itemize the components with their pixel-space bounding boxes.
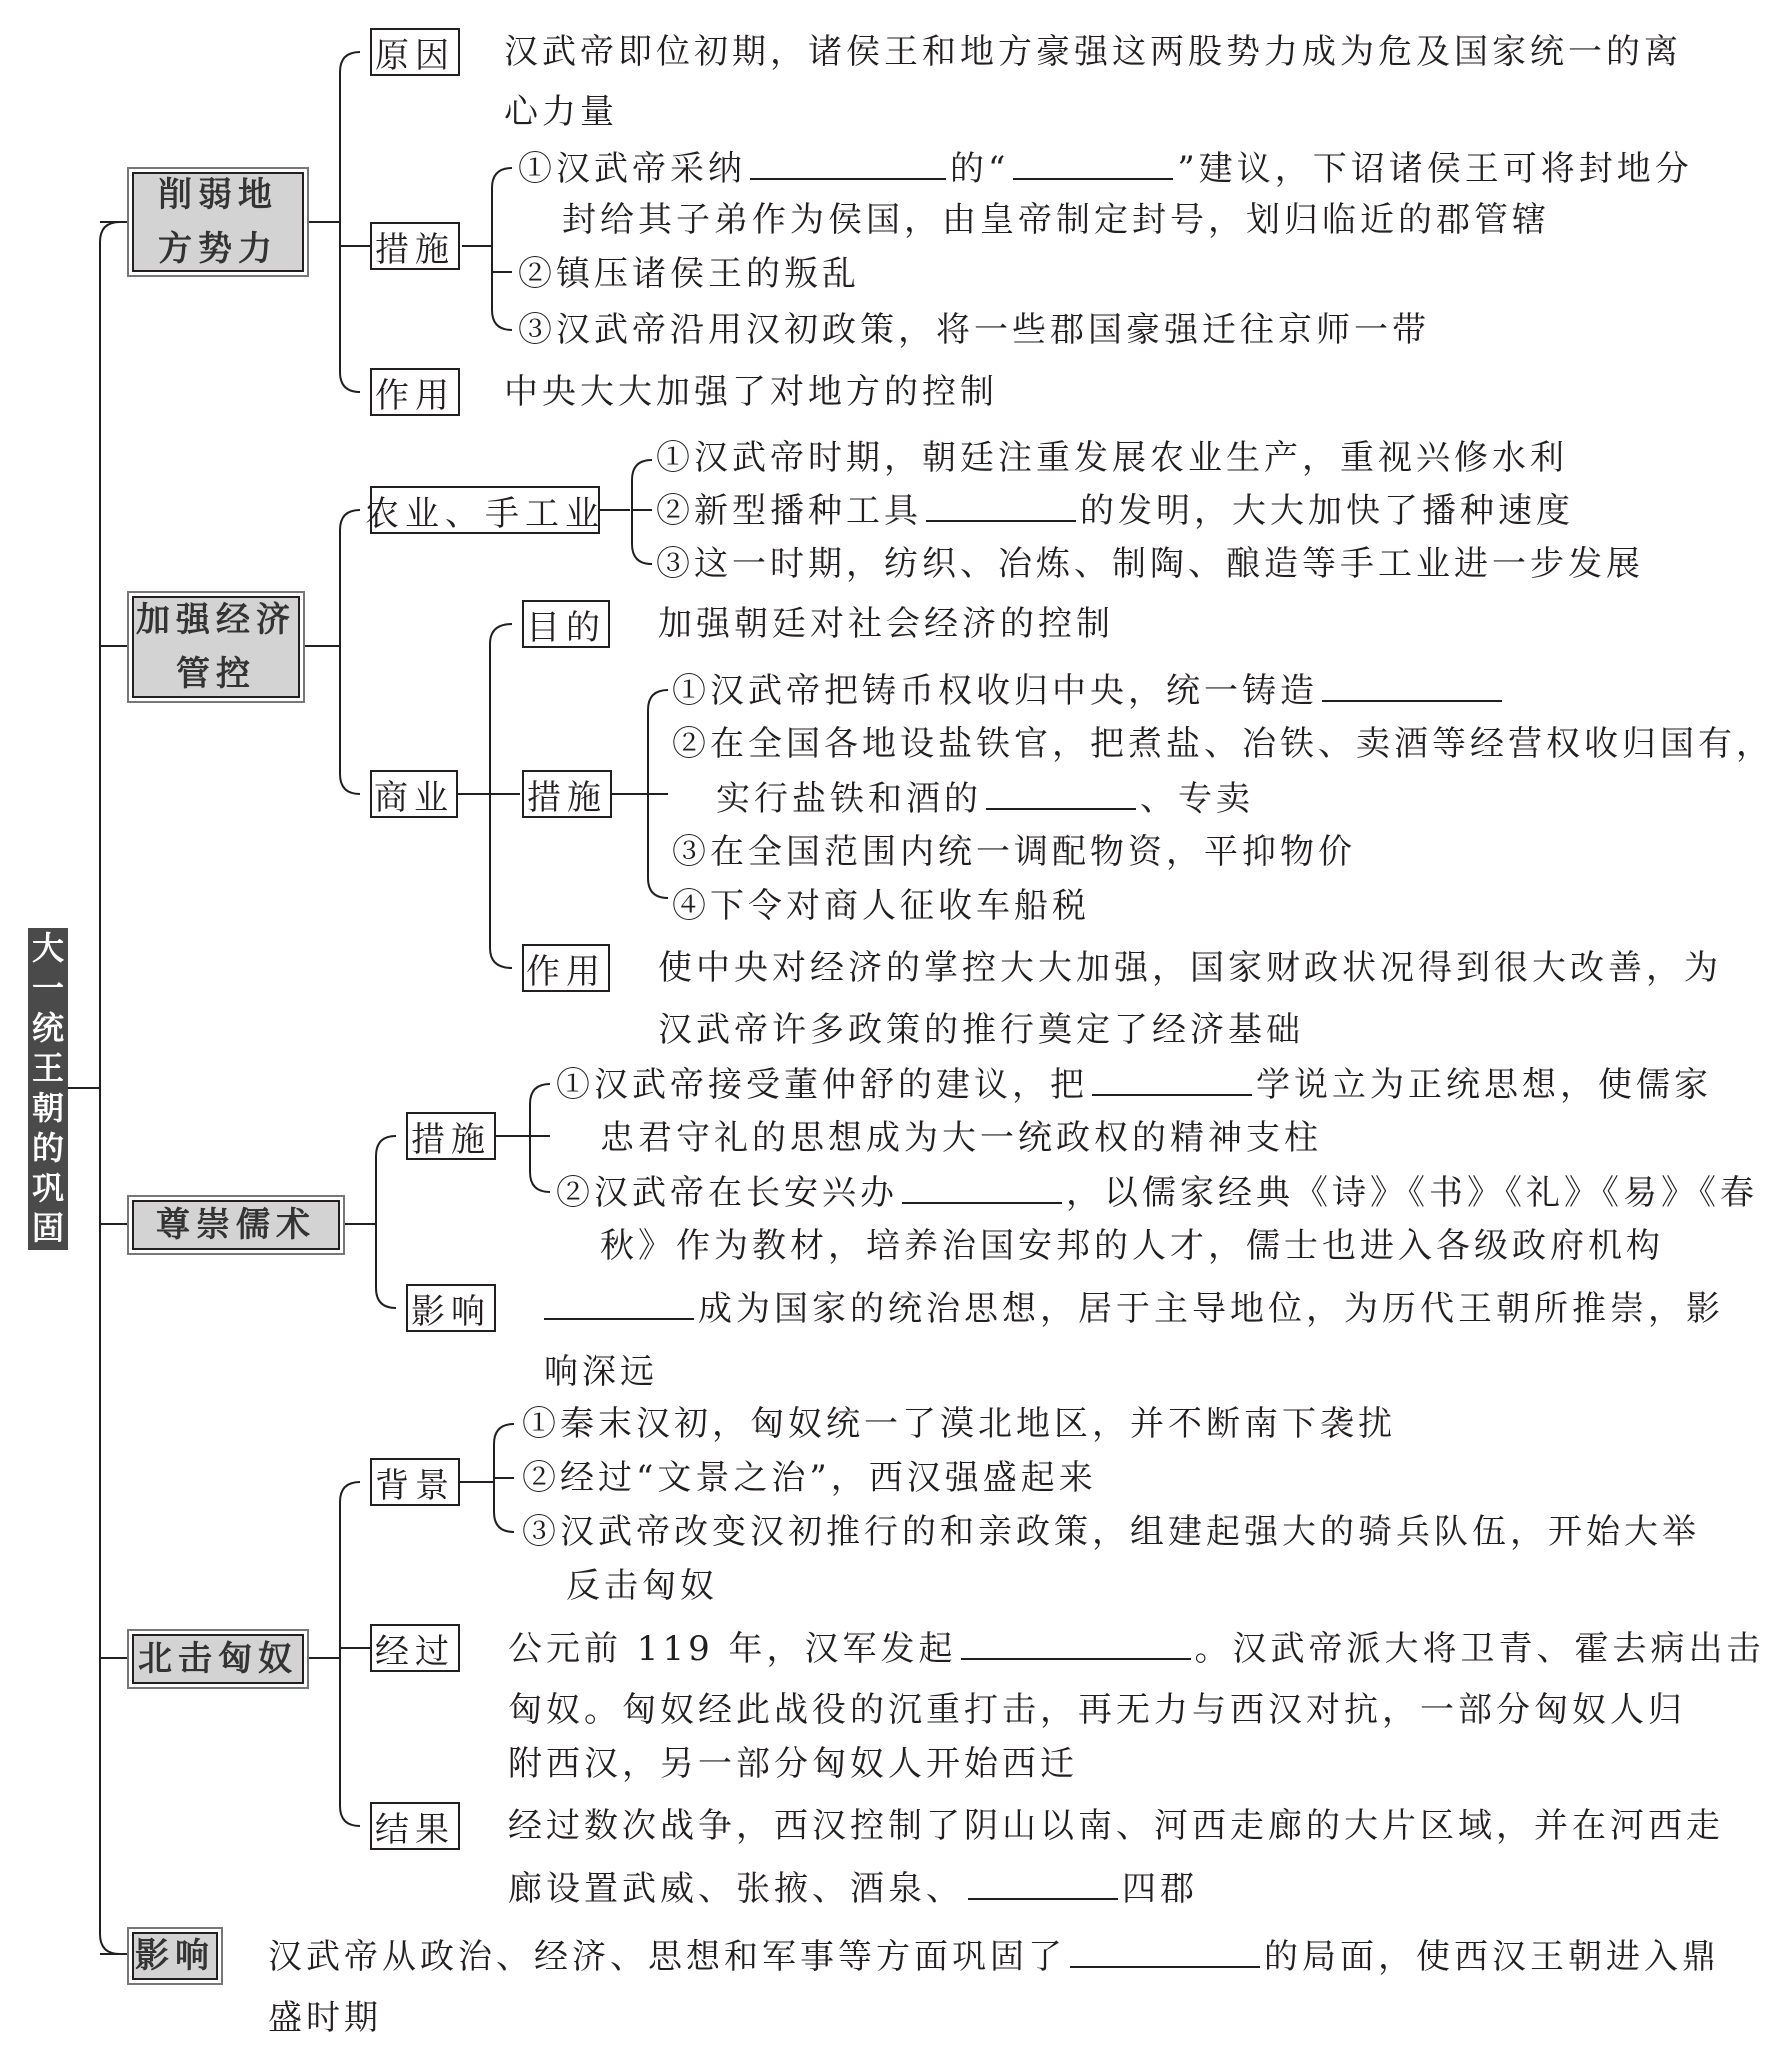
node-label: 措施 — [375, 229, 455, 270]
result-text-2 — [508, 1868, 1198, 1909]
node-label: 影响 — [135, 1936, 215, 1976]
text-part: ①汉武帝接受董仲舒的建议，把 — [556, 1065, 1088, 1105]
node-commerce-effect — [522, 944, 610, 992]
node-label: 尊崇儒术 — [156, 1205, 316, 1245]
commerce-item-4: ④下令对商人征收车船税 — [672, 886, 1090, 926]
commerce-item-2-cont — [716, 778, 1254, 819]
node-label: 北击匈奴 — [138, 1639, 298, 1679]
node-label: 措施 — [527, 777, 607, 818]
node-confucian-measures — [406, 1112, 496, 1160]
text-part: 的局面，使西汉王朝进入鼎 — [1264, 1937, 1720, 1977]
fill-blank[interactable] — [961, 1628, 1191, 1660]
text-part: 、专卖 — [1140, 779, 1254, 819]
result-text-1: 经过数次战争，西汉控制了阴山以南、河西走廊的大片区域，并在河西走 — [508, 1806, 1724, 1846]
node-label: 作用 — [375, 375, 455, 416]
process-text-1 — [508, 1628, 1765, 1669]
text-part: 汉武帝从政治、经济、思想和军事等方面巩固了 — [268, 1937, 1066, 1977]
node-confucianism — [132, 1200, 340, 1250]
node-purpose — [522, 600, 610, 648]
node-label-line: 加强经济 — [136, 600, 296, 640]
text-part: 学说立为正统思想，使儒家 — [1256, 1065, 1712, 1105]
measure-item-3: ③汉武帝沿用汉初政策，将一些郡国豪强迁往京师一带 — [518, 310, 1430, 350]
node-measures — [370, 222, 460, 270]
process-text-3: 附西汉，另一部分匈奴人开始西迁 — [508, 1744, 1078, 1784]
fill-blank[interactable] — [1092, 1064, 1252, 1096]
text-part: 的“ — [950, 149, 1010, 189]
node-label: 背景 — [375, 1465, 455, 1506]
node-label: 影响 — [411, 1291, 491, 1332]
background-item-3-cont: 反击匈奴 — [566, 1566, 718, 1606]
agri-item-1: ①汉武帝时期，朝廷注重发展农业生产，重视兴修水利 — [656, 438, 1568, 478]
node-commerce — [370, 770, 458, 818]
text-part: ①汉武帝把铸币权收归中央，统一铸造 — [672, 671, 1318, 711]
measure-item-2: ②镇压诸侯王的叛乱 — [518, 254, 860, 294]
node-commerce-measures — [522, 770, 612, 818]
fill-blank[interactable] — [750, 148, 946, 180]
commerce-item-3: ③在全国范围内统一调配物资，平抑物价 — [672, 832, 1356, 872]
commerce-item-1 — [672, 670, 1506, 711]
purpose-text: 加强朝廷对社会经济的控制 — [658, 604, 1114, 644]
text-part: 实行盐铁和酒的 — [716, 779, 982, 819]
background-item-3: ③汉武帝改变汉初推行的和亲政策，组建起强大的骑兵队伍，开始大举 — [522, 1512, 1700, 1552]
node-label-line: 削弱地 — [158, 175, 278, 215]
influence-text-2: 盛时期 — [268, 1998, 382, 2038]
confucian-item-1 — [556, 1064, 1712, 1105]
fill-blank[interactable] — [926, 490, 1076, 522]
root-title — [28, 928, 68, 1250]
node-label: 结果 — [375, 1809, 455, 1850]
text-part: ②汉武帝在长安兴办 — [556, 1173, 898, 1213]
text-part: ”建议，下诏诸侯王可将封地分 — [1177, 149, 1693, 189]
node-cause — [370, 28, 460, 76]
confucian-item-2 — [556, 1172, 1758, 1213]
node-confucian-influence — [406, 1284, 496, 1332]
text-part: 的发明，大大加快了播种速度 — [1080, 491, 1574, 531]
node-influence — [132, 1932, 218, 1980]
node-economic-control — [132, 596, 300, 698]
text-part: ②新型播种工具 — [656, 491, 922, 531]
fill-blank[interactable] — [986, 778, 1136, 810]
fill-blank[interactable] — [902, 1172, 1062, 1204]
measure-item-1-cont: 封给其子弟作为侯国，由皇帝制定封号，划归临近的郡管辖 — [562, 200, 1550, 240]
fill-blank[interactable] — [968, 1868, 1118, 1900]
node-agriculture-handicraft — [365, 486, 605, 534]
cause-text-2: 心力量 — [504, 92, 618, 132]
node-label-line: 管控 — [176, 654, 256, 694]
node-label: 经过 — [375, 1631, 455, 1672]
node-attack-xiongnu — [132, 1634, 304, 1684]
node-effect — [370, 368, 460, 416]
text-part: 廊设置武威、张掖、酒泉、 — [508, 1869, 964, 1909]
text-part: ①汉武帝采纳 — [518, 149, 746, 189]
commerce-effect-text-1: 使中央对经济的掌控大大加强，国家财政状况得到很大改善，为 — [658, 948, 1722, 988]
fill-blank[interactable] — [1013, 148, 1173, 180]
root-title-text: 大一统王朝的巩固 — [31, 929, 64, 1247]
background-item-1: ①秦末汉初，匈奴统一了漠北地区，并不断南下袭扰 — [522, 1404, 1396, 1444]
confucian-influence-text-1 — [540, 1288, 1724, 1329]
agri-item-2 — [656, 490, 1574, 531]
commerce-effect-text-2: 汉武帝许多政策的推行奠定了经济基础 — [658, 1010, 1304, 1050]
fill-blank[interactable] — [1322, 670, 1502, 702]
node-label: 目的 — [526, 607, 606, 648]
text-part: 公元前 119 年，汉军发起 — [508, 1629, 957, 1669]
fill-blank[interactable] — [544, 1288, 694, 1320]
effect-text: 中央大大加强了对地方的控制 — [504, 372, 998, 412]
node-label-line: 方势力 — [158, 229, 278, 269]
cause-text-1: 汉武帝即位初期，诸侯王和地方豪强这两股势力成为危及国家统一的离 — [504, 32, 1682, 72]
text-part: 四郡 — [1122, 1869, 1198, 1909]
commerce-item-2: ②在全国各地设盐铁官，把煮盐、冶铁、卖酒等经营权收归国有， — [672, 724, 1774, 764]
node-label: 原因 — [375, 35, 455, 76]
background-item-2: ②经过“文景之治”，西汉强盛起来 — [522, 1458, 1097, 1498]
measure-item-1 — [518, 148, 1693, 189]
text-part: 成为国家的统治思想，居于主导地位，为历代王朝所推崇，影 — [698, 1289, 1724, 1329]
node-process — [370, 1624, 460, 1672]
text-part: 。汉武帝派大将卫青、霍去病出击 — [1194, 1629, 1765, 1669]
confucian-item-1-cont: 忠君守礼的思想成为大一统政权的精神支柱 — [600, 1118, 1322, 1158]
node-label: 措施 — [411, 1119, 491, 1160]
text-part: ，以儒家经典《诗》《书》《礼》《易》《春 — [1066, 1173, 1758, 1213]
influence-text-1 — [268, 1936, 1720, 1977]
confucian-influence-text-2: 响深远 — [544, 1352, 658, 1392]
fill-blank[interactable] — [1070, 1936, 1260, 1968]
node-label: 农业、手工业 — [365, 493, 605, 534]
node-weaken-local-powers — [132, 172, 304, 272]
process-text-2: 匈奴。匈奴经此战役的沉重打击，再无力与西汉对抗，一部分匈奴人归 — [508, 1690, 1686, 1730]
node-background — [370, 1458, 460, 1506]
node-result — [370, 1802, 460, 1850]
agri-item-3: ③这一时期，纺织、冶炼、制陶、酿造等手工业进一步发展 — [656, 544, 1644, 584]
node-label: 商业 — [374, 777, 454, 818]
confucian-item-2-cont: 秋》作为教材，培养治国安邦的人才，儒士也进入各级政府机构 — [600, 1226, 1664, 1266]
node-label: 作用 — [526, 951, 606, 992]
